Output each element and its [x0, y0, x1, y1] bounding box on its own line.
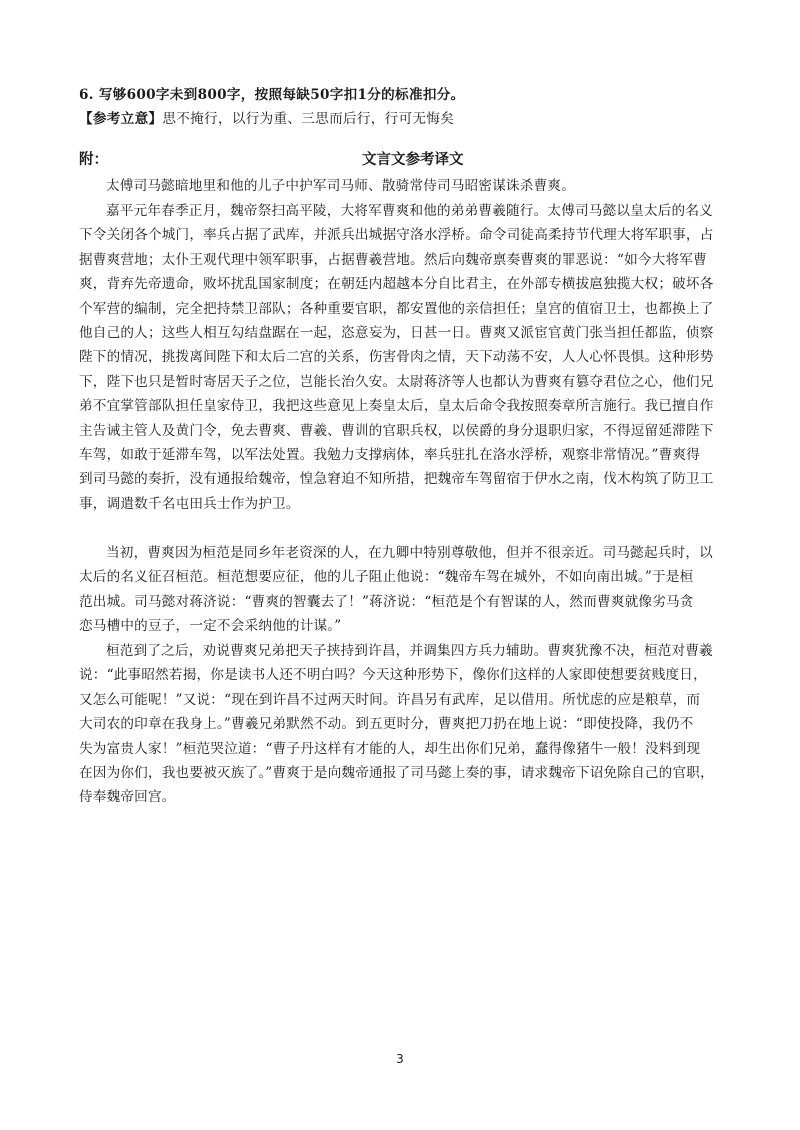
- appendix-title: 文言文参考译文: [362, 151, 464, 168]
- paragraph-line: 太后的名义征召桓范。桓范想要应征，他的儿子阻止他说：“魏帝车驾在城外，不如向南出城。”于是桓: [79, 569, 694, 586]
- paragraph-line: 说：“此事昭然若揭，你是读书人还不明白吗？今天这种形势下，像你们这样的人家即使想要贫贱度日，: [79, 667, 707, 684]
- translation-paragraph-3: [79, 541, 729, 639]
- paragraph-line: 到司马懿的奏折，没有通报给魏帝，惶急窘迫不知所措，把魏帝车驾留宿于伊水之南，伐木构筑了防卫工: [79, 471, 714, 488]
- reference-theme-label: 【参考立意】: [79, 111, 163, 127]
- paragraph-line: 陛下的情况，挑拨离间陛下和太后二宫的关系，伤害骨肉之情，天下动荡不安，人人心怀畏惧。这种形势: [79, 349, 714, 366]
- paragraph-line: 个军营的编制，完全把持禁卫部队；各种重要官职，都安置他的亲信担任；皇宫的值宿卫士，也都换上了: [79, 300, 714, 317]
- paragraph-line: 侍奉魏帝回宫。: [79, 789, 176, 806]
- paragraph-line: 下令关闭各个城门，率兵占据了武库，并派兵出城据守洛水浮桥。命令司徒高柔持节代理大将军职事，占: [79, 227, 714, 244]
- reference-theme: [79, 107, 729, 131]
- paragraph-line: 下，陛下也只是暂时寄居天子之位，岂能长治久安。太尉蒋济等人也都认为曹爽有篡夺君位之心，他们兄: [79, 373, 714, 390]
- paragraph-line: 弟不宜掌管部队担任皇家侍卫，我把这些意见上奏皇太后，皇太后命令我按照奏章所言施行。我已擅自作: [79, 398, 714, 415]
- paragraph-line: 大司农的印章在我身上。”曹羲兄弟默然不动。到五更时分，曹爽把刀扔在地上说：“即使投降，我仍不: [79, 716, 694, 733]
- translation-paragraph-1: [79, 174, 729, 198]
- paragraph-line: 主告诫主管人及黄门令，免去曹爽、曹羲、曹训的官职兵权，以侯爵的身分退职归家，不得逗留延滞陛下: [79, 422, 714, 439]
- paragraph-line: 事，调遣数千名屯田兵士作为护卫。: [79, 495, 300, 512]
- paragraph-line: 嘉平元年春季正月，魏帝祭扫高平陵，大将军曹爽和他的弟弟曹羲随行。太傅司马懿以皇太后的名义: [106, 203, 713, 219]
- translation-paragraph-2: [79, 199, 729, 516]
- paragraph-line: 太傅司马懿暗地里和他的儿子中护军司马师、散骑常侍司马昭密谋诛杀曹爽。: [106, 178, 575, 194]
- paragraph-line: 他自己的人；这些人相互勾结盘踞在一起，恣意妄为，日甚一日。曹爽又派宦官黄门张当担任都监，侦察: [79, 325, 714, 342]
- appendix-label: 附：: [79, 151, 108, 168]
- appendix-header: [79, 148, 729, 172]
- scoring-rule-6: 6. 写够600字未到800字，按照每缺50字扣1分的标准扣分。: [79, 87, 465, 103]
- paragraph-line: 据曹爽营地；太仆王观代理中领军职事，占据曹羲营地。然后向魏帝禀奏曹爽的罪恶说：“如今大将军曹: [79, 251, 707, 268]
- page-number: 3: [396, 1052, 404, 1066]
- paragraph-line: 又怎么可能呢！”又说：“现在到许昌不过两天时间。许昌另有武库，足以借用。所忧虑的应是粮草，而: [79, 691, 701, 708]
- paragraph-line: 恋马槽中的豆子，一定不会采纳他的计谋。”: [79, 618, 342, 635]
- paragraph-line: 车驾，如敢于延滞车驾，以军法处置。我勉力支撑病体，率兵驻扎在洛水浮桥，观察非常情况。”曹爽得: [79, 447, 701, 464]
- reference-theme-text: 思不掩行，以行为重、三思而后行，行可无悔矣: [162, 111, 455, 127]
- paragraph-line: 爽，背弃先帝遗命，败坏扰乱国家制度；在朝廷内超越本分自比君主，在外部专横拔扈独揽大权；破坏各: [79, 276, 714, 293]
- paragraph-line: 范出城。司马懿对蒋济说：“曹爽的智囊去了！”蒋济说：“桓范是个有智谋的人，然而曹爽就像劣马贪: [79, 593, 694, 610]
- paragraph-line: 在因为你们，我也要被灭族了。”曹爽于是向魏帝通报了司马懿上奏的事，请求魏帝下诏免除自己的官职，: [79, 765, 714, 782]
- translation-paragraph-4: [79, 639, 729, 810]
- paragraph-line: 当初，曹爽因为桓范是同乡年老资深的人，在九卿中特别尊敬他，但并不很亲近。司马懿起兵时，以: [106, 545, 713, 561]
- paragraph-line: 失为富贵人家！”桓范哭泣道：“曹子丹这样有才能的人，却生出你们兄弟，蠢得像猪牛一般！没料到现: [79, 740, 701, 757]
- paragraph-line: 桓范到了之后，劝说曹爽兄弟把天子挟持到许昌，并调集四方兵力辅助。曹爽犹豫不决，桓范对曹羲: [106, 643, 713, 659]
